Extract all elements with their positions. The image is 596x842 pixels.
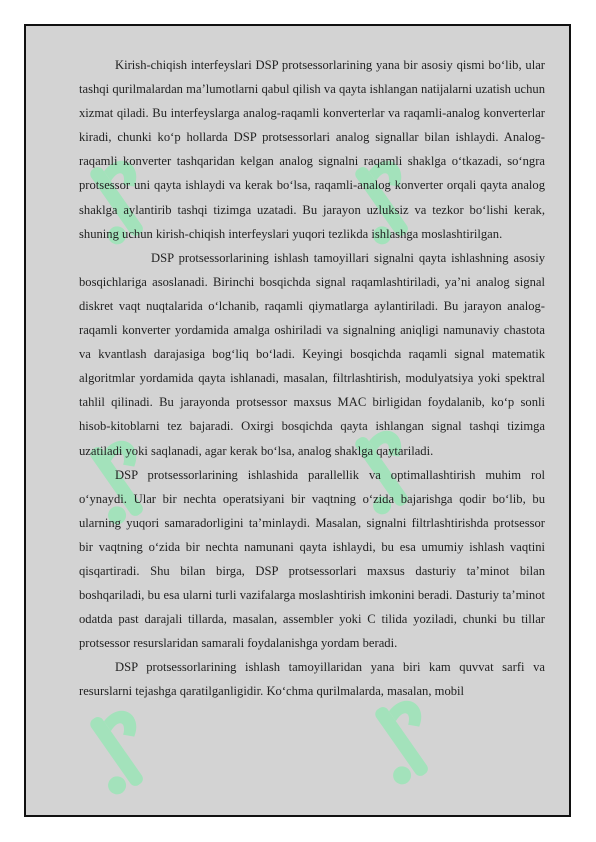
paragraph: DSP protsessorlarining ishlash tamoyillaridan yana biri kam quvvat sarfi va resurslarni tejashga qaratilganligidir. Ko‘chma qurilmalarda, masalan, mobil	[79, 660, 545, 699]
body-text	[79, 53, 545, 704]
paragraph: DSP protsessorlarining ishlash tamoyillari signalni qayta ishlashning asosiy bosqichlariga asoslanadi. Birinchi bosqichda signal raqamlashtiriladi, ya’ni analog signal diskret vaqt nuqtalarida o‘lchanib, raqamli qiymatlarga aylantiriladi. Bu jarayon analog-raqamli konverter yordamida amalga oshiriladi va signalning aniqligi namunaviy chastota va kvantlash darajasiga bog‘liq bo‘ladi. Keyingi bosqichda raqamli signal matematik algoritmlar yordamida qayta ishlanadi, masalan, filtrlashtirish, modulyatsiya yoki spektral tahlil qilinadi. Bu jarayonda protsessor maxsus MAC birligidan foydalanib, ko‘p sonli hisob-kitoblarni tez bajaradi. Oxirgi bosqichda qayta ishlangan signal tashqi tizimga uzatiladi yoki saqlanadi, agar kerak bo‘lsa, analog shaklga qaytariladi.	[79, 250, 545, 458]
paragraph: Kirish-chiqish interfeyslari DSP protsessorlarining yana bir asosiy qismi bo‘lib, ular tashqi qurilmalardan ma’lumotlarni qabul qilish va qayta ishlangan natijalarni uzatish uchun xizmat qiladi. Bu interfeyslarga analog-raqamli konverterlar va raqamli-analog konverterlar kiradi, chunki ko‘p hollarda DSP protsessorlari analog signallar bilan ishlaydi. Analog-raqamli konverter tashqaridan kelgan analog signalni raqamli shaklga o‘tkazadi, so‘ngra protsessor uni qayta ishlaydi va kerak bo‘lsa, raqamli-analog konverter orqali qayta analog shaklga aylantirib tashqi tizimga uzatadi. Bu jarayon uzluksiz va tezkor bo‘lishi kerak, shuning uchun kirish-chiqish interfeyslari yuqori tezlikda ishlashga moslashtirilgan.	[79, 58, 545, 241]
page-frame	[24, 24, 571, 817]
paragraph: DSP protsessorlarining ishlashida parallellik va optimallashtirish muhim rol o‘ynaydi. Ular bir nechta operatsiyani bir vaqtning o‘zida bajarishga qodir bo‘lib, bu ularning yuqori samaradorligini ta’minlaydi. Masalan, signalni filtrlashtirishda protsessor bir vaqtning o‘zida bir nechta namunani qayta ishlaydi, bu esa umumiy ishlash vaqtini qisqartiradi. Shu bilan birga, DSP protsessorlari maxsus dasturiy ta’minot bilan boshqariladi, bu esa ularni turli vazifalarga moslashtirish imkonini beradi. Dasturiy ta’minot odatda past darajali tillarda, masalan, assembler yoki C tilida yoziladi, chunki bu tillar protsessor resurslaridan samarali foydalanishga yordam beradi.	[79, 467, 545, 651]
watermark-logo-icon	[81, 696, 171, 806]
